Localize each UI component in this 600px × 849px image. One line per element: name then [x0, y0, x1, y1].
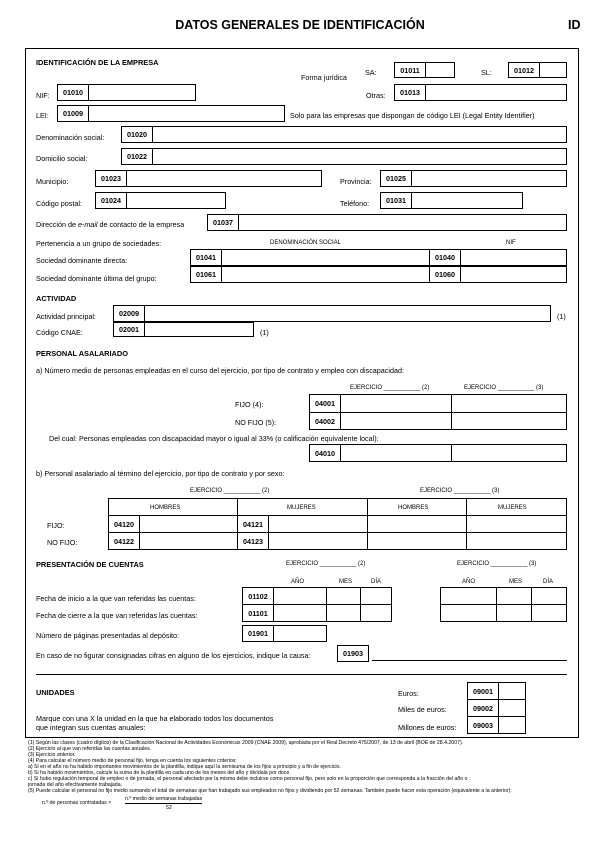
dominante-directa-field[interactable] — [221, 249, 430, 266]
lei-code: 01009 — [57, 105, 89, 122]
marque-text-1: Marque con una X la unidad en la que ha elaborado todos los documentos — [36, 714, 274, 723]
b-hombres-ej2: HOMBRES — [150, 505, 181, 511]
causa-label: En caso de no figurar consignadas cifras en alguno de los ejercicios, indique la causa: — [36, 651, 311, 660]
personal-b-title: b) Personal asalariado al término del ejercicio, por tipo de contrato y por sexo: — [36, 469, 285, 478]
personal-ejercicio-3: EJERCICIO ___________ (3) — [464, 385, 544, 391]
dominante-directa-nif-code: 01040 — [429, 249, 461, 266]
fecha-inicio-label: Fecha de inicio a la que van referidas las cuentas: — [36, 594, 196, 603]
sa-code: 01011 — [394, 62, 426, 78]
euros-label: Euros: — [398, 689, 419, 698]
fijo4-code: 04001 — [309, 394, 341, 413]
domicilio-field[interactable] — [152, 148, 567, 165]
dominante-directa-nif-field[interactable] — [460, 249, 567, 266]
cuentas-ejercicio-3: EJERCICIO ___________ (3) — [457, 561, 537, 567]
cnae-field[interactable] — [144, 322, 254, 337]
paginas-label: Número de páginas presentadas al depósito: — [36, 631, 180, 640]
discapacidad-field-ej3[interactable] — [451, 444, 567, 462]
forma-juridica-label: Forma jurídica — [301, 73, 347, 82]
footnote-4: (4) Para calcular el número medio de personal fijo, tenga en cuenta los siguientes criterios: — [28, 758, 237, 764]
telefono-field[interactable] — [411, 192, 523, 209]
cnae-label: Código CNAE: — [36, 328, 83, 337]
cp-label: Código postal: — [36, 199, 82, 208]
formula-denominator: 52 — [166, 805, 172, 811]
lei-note: Solo para las empresas que dispongan de código LEI (Legal Entity Identifier) — [290, 111, 535, 120]
provincia-label: Provincia: — [340, 177, 372, 186]
footnote-2: (2) Ejercicio al que van referidas las cuentas anuales. — [28, 746, 152, 752]
lei-field[interactable] — [88, 105, 285, 122]
cuentas-dia-ej3: DÍA — [543, 579, 554, 585]
causa-field-line[interactable] — [372, 660, 567, 661]
euros-code: 09001 — [467, 682, 499, 700]
dominante-directa-code: 01041 — [190, 249, 222, 266]
personal-ejercicio-2: EJERCICIO ___________ (2) — [350, 385, 430, 391]
fijo4-field-ej3[interactable] — [451, 394, 567, 413]
dominante-ultima-code: 01061 — [190, 266, 222, 283]
nif-field[interactable] — [88, 84, 196, 101]
fecha-inicio-code: 01102 — [242, 587, 274, 605]
denominacion-label: Denominación social: — [36, 133, 105, 142]
b-fijo-mujeres-ej2[interactable] — [268, 515, 368, 533]
fecha-cierre-dia-ej3[interactable] — [531, 604, 567, 622]
formula-numerator: n.º medio de semanas trabajadas — [125, 797, 202, 804]
b-nofijo-label: NO FIJO: — [47, 538, 78, 547]
cp-field[interactable] — [126, 192, 226, 209]
b-fijo-mujeres-code: 04121 — [237, 515, 269, 533]
b-fijo-hombres-ej3[interactable] — [367, 515, 467, 533]
dominante-ultima-field[interactable] — [221, 266, 430, 283]
email-label: Dirección de e-mail de contacto de la empresa — [36, 220, 185, 229]
cnae-code: 02001 — [113, 322, 145, 337]
personal-a-title: a) Número medio de personas empleadas en el curso del ejercicio, por tipo de contrato y empleo con discapacidad: — [36, 366, 404, 375]
fecha-cierre-dia-ej2[interactable] — [360, 604, 392, 622]
paginas-field[interactable] — [273, 625, 327, 642]
telefono-code: 01031 — [380, 192, 412, 209]
municipio-label: Municipio: — [36, 177, 69, 186]
fecha-inicio-dia-ej2[interactable] — [360, 587, 392, 605]
nif-label: NIF: — [36, 91, 50, 100]
fecha-cierre-anio-ej2[interactable] — [273, 604, 327, 622]
euros-checkbox[interactable] — [498, 682, 526, 700]
dominante-ultima-nif-code: 01060 — [429, 266, 461, 283]
b-nofijo-hombres-ej3[interactable] — [367, 532, 467, 550]
millones-code: 09003 — [467, 716, 499, 734]
nif-code: 01010 — [57, 84, 89, 101]
fecha-inicio-anio-ej3[interactable] — [440, 587, 497, 605]
fecha-inicio-mes-ej3[interactable] — [496, 587, 532, 605]
cnae-ref: (1) — [260, 328, 269, 337]
section-cuentas: PRESENTACIÓN DE CUENTAS — [36, 560, 144, 569]
nofijo5-code: 04002 — [309, 412, 341, 430]
b-mujeres-ej3: MUJERES — [498, 505, 527, 511]
nofijo5-field-ej3[interactable] — [451, 412, 567, 430]
b-hombres-ej3: HOMBRES — [398, 505, 429, 511]
miles-code: 09002 — [467, 699, 499, 717]
discapacidad-label: Del cual: Personas empleadas con discapacidad mayor o igual al 33% (o calificación equivalente local): — [49, 434, 379, 443]
millones-label: Millones de euros: — [398, 723, 457, 732]
fecha-cierre-mes-ej3[interactable] — [496, 604, 532, 622]
actividad-principal-code: 02009 — [113, 305, 145, 322]
b-fijo-label: FIJO: — [47, 521, 65, 530]
provincia-code: 01025 — [380, 170, 412, 187]
discapacidad-field-ej2[interactable] — [340, 444, 452, 462]
lei-label: LEI: — [36, 111, 49, 120]
b-nofijo-mujeres-code: 04123 — [237, 532, 269, 550]
page-title: DATOS GENERALES DE IDENTIFICACIÓN — [175, 18, 425, 32]
fecha-inicio-mes-ej2[interactable] — [326, 587, 361, 605]
fecha-cierre-code: 01101 — [242, 604, 274, 622]
fecha-inicio-dia-ej3[interactable] — [531, 587, 567, 605]
nif-col-header: NIF — [506, 240, 516, 246]
section-actividad: ACTIVIDAD — [36, 294, 77, 303]
cuentas-ejercicio-2: EJERCICIO ___________ (2) — [286, 561, 366, 567]
email-field[interactable] — [238, 214, 567, 231]
b-nofijo-hombres-ej2[interactable] — [139, 532, 238, 550]
cp-code: 01024 — [95, 192, 127, 209]
cuentas-dia-ej2: DÍA — [371, 579, 382, 585]
miles-checkbox[interactable] — [498, 699, 526, 717]
footnote-4c-cont: jornada del año efectivamente trabajada. — [28, 782, 123, 788]
denominacion-field[interactable] — [152, 126, 567, 143]
denominacion-col-header: DENOMINACIÓN SOCIAL — [270, 240, 342, 246]
telefono-label: Teléfono: — [340, 199, 370, 208]
b-fijo-hombres-ej2[interactable] — [139, 515, 238, 533]
grupo-label: Pertenencia a un grupo de sociedades: — [36, 239, 162, 248]
cuentas-mes-ej2: MES — [339, 579, 353, 585]
fecha-cierre-mes-ej2[interactable] — [326, 604, 361, 622]
footnote-4a: a) Si en el año no ha habido importantes movimientos de la plantilla, indique aquí la semisuma de los fijos a principio y a fin de ejercicio. — [28, 764, 341, 770]
paginas-code: 01901 — [242, 625, 274, 642]
sa-label: SA: — [365, 68, 377, 77]
fijo4-field-ej2[interactable] — [340, 394, 452, 413]
section-unidades: UNIDADES — [36, 688, 75, 697]
sl-label: SL: — [481, 68, 492, 77]
b-nofijo-mujeres-ej2[interactable] — [268, 532, 368, 550]
municipio-code: 01023 — [95, 170, 127, 187]
actividad-principal-label: Actividad principal: — [36, 312, 96, 321]
otras-code: 01013 — [394, 84, 426, 101]
sl-code: 01012 — [508, 62, 540, 78]
miles-label: Miles de euros: — [398, 705, 447, 714]
municipio-field[interactable] — [126, 170, 322, 187]
email-code: 01037 — [207, 214, 239, 231]
otras-label: Otras: — [366, 91, 386, 100]
cuentas-anio-ej2: AÑO — [291, 579, 305, 585]
millones-checkbox[interactable] — [498, 716, 526, 734]
footnote-4c: c) Si hubo regulación temporal de empleo o de jornada, el personal afectado por la misma debe incluirse como personal fijo, pero solo en la proporción que corresponda a la fracción del año o — [28, 776, 468, 782]
dominante-ultima-nif-field[interactable] — [460, 266, 567, 283]
denominacion-code: 01020 — [121, 126, 153, 143]
formula-left: n.º de personas contratadas × — [42, 800, 112, 806]
footnote-5: (5) Puede calcular el personal no fijo medio sumando el total de semanas que han trabajado sus empleados no fijos y dividiendo por 52 semanas. También puede hacer esta operación (equivalente a la anterior): — [28, 788, 512, 794]
b-fijo-hombres-code: 04120 — [108, 515, 140, 533]
page-code: ID — [568, 18, 581, 32]
actividad-principal-ref: (1) — [557, 312, 566, 321]
causa-code: 01903 — [337, 645, 369, 662]
fecha-cierre-anio-ej3[interactable] — [440, 604, 497, 622]
b-nofijo-mujeres-ej3[interactable] — [466, 532, 567, 550]
marque-text-2: que integran sus cuentas anuales: — [36, 723, 146, 732]
fijo4-label: FIJO (4): — [235, 400, 264, 409]
cuentas-mes-ej3: MES — [509, 579, 523, 585]
b-nofijo-hombres-code: 04122 — [108, 532, 140, 550]
domicilio-label: Domicilio social: — [36, 154, 88, 163]
cuentas-anio-ej3: AÑO — [462, 579, 476, 585]
dominante-directa-label: Sociedad dominante directa: — [36, 256, 128, 265]
provincia-field[interactable] — [411, 170, 567, 187]
nofijo5-label: NO FIJO (5): — [235, 418, 277, 427]
discapacidad-code: 04010 — [309, 444, 341, 462]
domicilio-code: 01022 — [121, 148, 153, 165]
otras-field[interactable] — [425, 84, 567, 101]
fecha-cierre-label: Fecha de cierre a la que van referidas las cuentas: — [36, 611, 198, 620]
footnote-4b: b) Si ha habido movimientos, calcule la suma de la plantilla en cada uno de los meses del año y divídala por doce. — [28, 770, 291, 776]
actividad-principal-field[interactable] — [144, 305, 551, 322]
cuentas-separator — [36, 674, 567, 675]
footnote-3: (3) Ejercicio anterior. — [28, 752, 76, 758]
b-mujeres-ej2: MUJERES — [287, 505, 316, 511]
personal-b-ejercicio-2: EJERCICIO ___________ (2) — [190, 488, 270, 494]
b-fijo-mujeres-ej3[interactable] — [466, 515, 567, 533]
nofijo5-field-ej2[interactable] — [340, 412, 452, 430]
fecha-inicio-anio-ej2[interactable] — [273, 587, 327, 605]
sl-field[interactable] — [539, 62, 567, 78]
footnote-1: (1) Según las clases (cuatro dígitos) de la Clasificación Nacional de Actividades Económicas 2009 (CNAE 2009), aprobada por el Real Decreto 475/2007, de 13 de abril (BOE de 28.4.2007). — [28, 740, 464, 746]
dominante-ultima-label: Sociedad dominante última del grupo: — [36, 274, 157, 283]
personal-b-ejercicio-3: EJERCICIO ___________ (3) — [420, 488, 500, 494]
sa-field[interactable] — [425, 62, 455, 78]
section-personal: PERSONAL ASALARIADO — [36, 349, 128, 358]
section-empresa: IDENTIFICACIÓN DE LA EMPRESA — [36, 58, 159, 67]
